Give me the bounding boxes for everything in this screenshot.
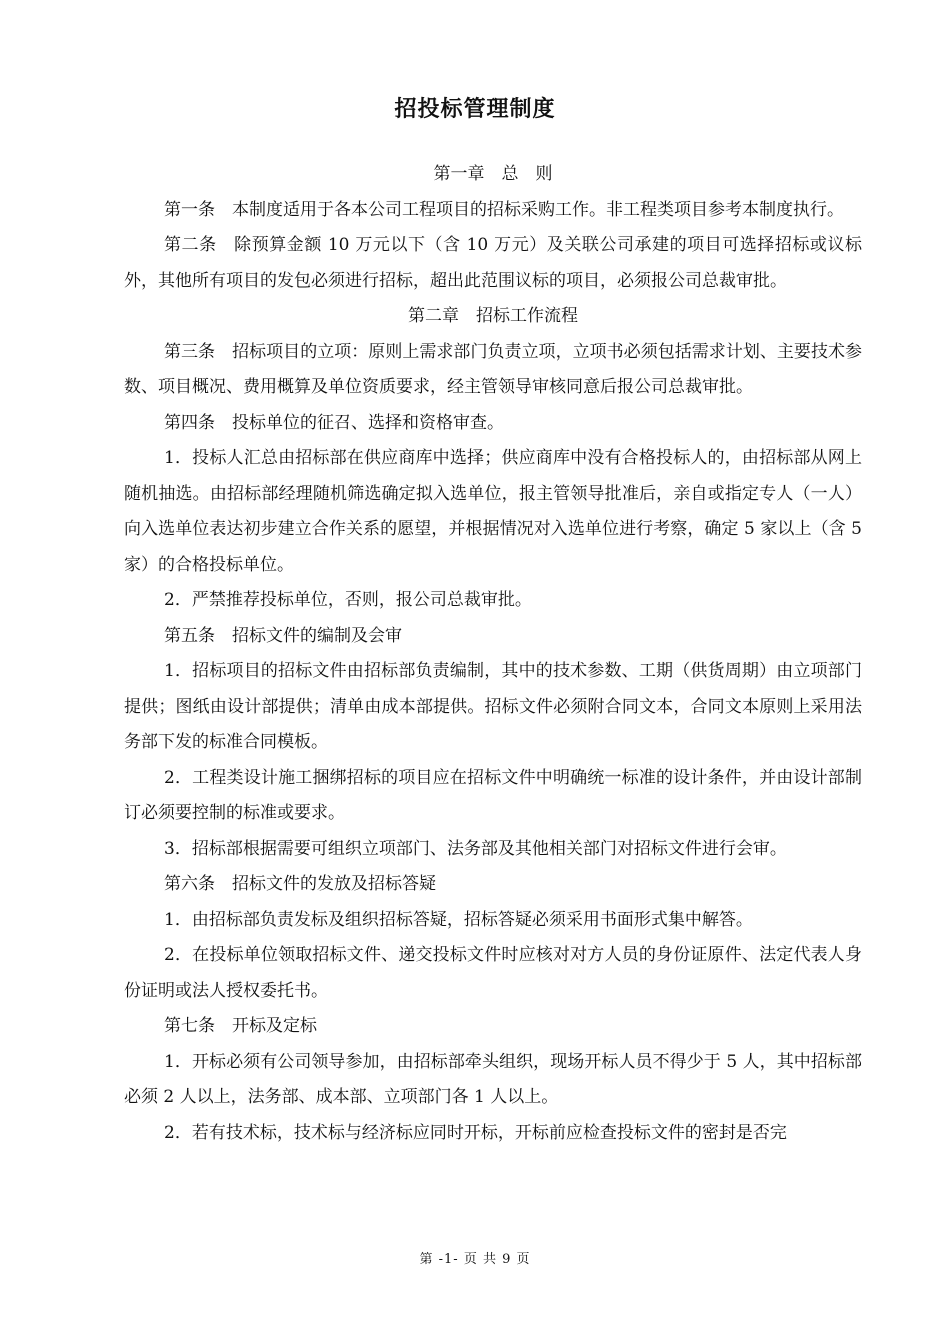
paragraph: 1．开标必须有公司领导参加，由招标部牵头组织，现场开标人员不得少于 5 人，其中招标部必须 2 人以上，法务部、成本部、立项部门各 1 人以上。 bbox=[124, 1051, 862, 1107]
paragraph: 第一条 本制度适用于各本公司工程项目的招标采购工作。非工程类项目参考本制度执行。 bbox=[164, 199, 844, 220]
paragraph: 1．由招标部负责发标及组织招标答疑，招标答疑必须采用书面形式集中解答。 bbox=[164, 909, 753, 930]
document-body bbox=[124, 157, 862, 1151]
chapter-heading: 第一章 总 则 bbox=[433, 164, 553, 184]
paragraph: 第三条 招标项目的立项：原则上需求部门负责立项，立项书必须包括需求计划、主要技术参数、项目概况、费用概算及单位资质要求，经主管领导审核同意后报公司总裁审批。 bbox=[124, 341, 862, 397]
paragraph: 2．严禁推荐投标单位，否则，报公司总裁审批。 bbox=[164, 590, 532, 610]
paragraph: 2．若有技术标，技术标与经济标应同时开标，开标前应检查投标文件的密封是否完 bbox=[164, 1122, 787, 1143]
paragraph: 第六条 招标文件的发放及招标答疑 bbox=[164, 874, 436, 894]
paragraph: 2．工程类设计施工捆绑招标的项目应在招标文件中明确统一标准的设计条件，并由设计部制订必须要控制的标准或要求。 bbox=[124, 767, 862, 823]
paragraph: 第七条 开标及定标 bbox=[164, 1016, 317, 1036]
paragraph: 3．招标部根据需要可组织立项部门、法务部及其他相关部门对招标文件进行会审。 bbox=[164, 838, 787, 859]
paragraph: 第五条 招标文件的编制及会审 bbox=[164, 625, 402, 646]
document-title: 招投标管理制度 bbox=[394, 97, 556, 122]
paragraph: 第四条 投标单位的征召、选择和资格审查。 bbox=[164, 412, 504, 433]
paragraph: 2．在投标单位领取招标文件、递交投标文件时应核对对方人员的身份证原件、法定代表人身份证明或法人授权委托书。 bbox=[124, 945, 862, 1001]
page-footer: 第 -1- 页 共 9 页 bbox=[419, 1252, 531, 1267]
paragraph: 1．投标人汇总由招标部在供应商库中选择；供应商库中没有合格投标人的，由招标部从网上随机抽选。由招标部经理随机筛选确定拟入选单位，报主管领导批准后，亲自或指定专人（一人）向入选单位表达初步建立合作关系的愿望，并根据情况对入选单位进行考察，确定 5 家以上（含 5 家）的合格投标单位。 bbox=[124, 448, 862, 575]
chapter-heading: 第二章 招标工作流程 bbox=[408, 306, 578, 326]
paragraph: 第二条 除预算金额 10 万元以下（含 10 万元）及关联公司承建的项目可选择招标或议标外，其他所有项目的发包必须进行招标，超出此范围议标的项目，必须报公司总裁审批。 bbox=[124, 235, 862, 291]
paragraph: 1．招标项目的招标文件由招标部负责编制，其中的技术参数、工期（供货周期）由立项部门提供；图纸由设计部提供；清单由成本部提供。招标文件必须附合同文本，合同文本原则上采用法务部下发的标准合同模板。 bbox=[124, 661, 862, 752]
